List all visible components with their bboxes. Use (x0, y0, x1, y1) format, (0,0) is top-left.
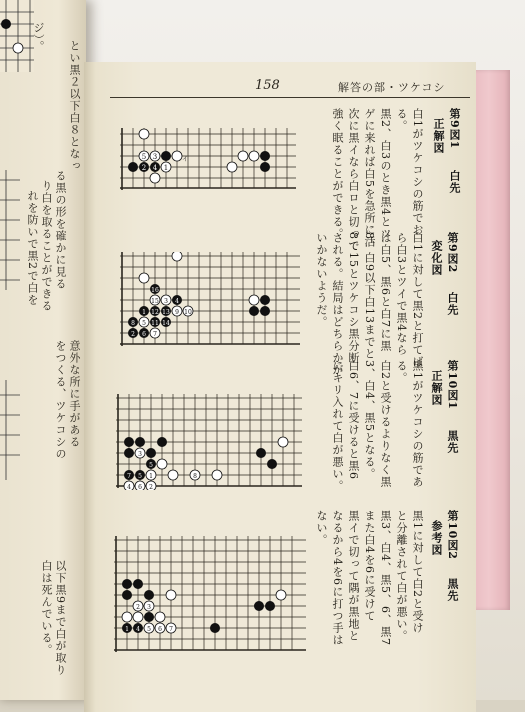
svg-text:5: 5 (138, 473, 142, 480)
svg-text:7: 7 (153, 331, 157, 338)
problem-9-1-text-3: 黒2、白3のとき黒4とツ (379, 108, 392, 240)
problem-10-1-text-5: 白6、7に受けると黒6 (347, 360, 360, 480)
problem-9-2-text-4: 8、白9以下白13までと (363, 232, 376, 360)
problem-9-1-text-1: 白1がツケコシの筋でお (411, 108, 424, 236)
problem-10-2-text-7: ない。 (315, 510, 328, 546)
left-page-text-7: れを防いで黒2で白を (26, 190, 39, 306)
svg-text:7: 7 (127, 473, 131, 480)
go-board-9-2 (120, 252, 300, 348)
problem-10-2-text-5: 黒イで切って隅が黒地と (347, 510, 360, 642)
problem-10-1-text-3: 白2と受けるよりなく黒 (379, 360, 392, 488)
go-board-10-2 (114, 536, 306, 656)
svg-text:3: 3 (164, 298, 168, 305)
problem-10-1-text-4: 3、白4、黒5となる。 (363, 360, 376, 480)
svg-text:1: 1 (142, 309, 146, 316)
svg-text:10: 10 (184, 309, 192, 316)
go-board-9-1 (120, 128, 296, 190)
svg-text:4: 4 (175, 298, 179, 305)
left-page (0, 0, 86, 700)
left-page-board-top (0, 0, 34, 76)
svg-text:6: 6 (158, 626, 162, 633)
svg-text:7: 7 (169, 626, 173, 633)
svg-text:2: 2 (136, 604, 140, 611)
svg-text:5: 5 (141, 153, 147, 161)
svg-text:12: 12 (151, 309, 159, 316)
problem-10-1-label: 正解図 (430, 370, 443, 406)
problem-9-2-text-7: いかないようだ。 (315, 232, 328, 328)
svg-text:15: 15 (151, 298, 159, 305)
problem-10-2-text-3: 黒3、白4、黒5、6、黒7 (379, 510, 392, 646)
problem-10-1-text-1: 黒1がツケコシの筋であ (411, 360, 424, 488)
problem-10-2-text-6: なるから4を6に打つ手は (331, 510, 344, 646)
svg-text:2: 2 (149, 484, 153, 490)
svg-text:11: 11 (151, 320, 159, 327)
problem-10-1-title: 第10図1 (446, 360, 459, 410)
left-page-text-9: 以下黒9まで白が取り (54, 560, 67, 676)
svg-text:3: 3 (152, 153, 158, 161)
problem-10-1-text-6: にキリ入れて白が悪い。 (331, 360, 344, 492)
problem-9-2-text-6: される。結局はどちらかが (331, 232, 344, 376)
left-page-text-8: 白は死んでいる。 (40, 560, 53, 656)
svg-text:1: 1 (125, 626, 129, 633)
problem-10-2-text-4: また白4を6に受けて (363, 510, 376, 622)
problem-10-2-text-1: 黒1に対して白2と受け (411, 510, 424, 634)
left-page-board-mid (0, 170, 20, 294)
svg-text:13: 13 (162, 309, 170, 316)
header-rule (110, 97, 470, 98)
problem-10-2-title: 第10図2 (446, 510, 459, 560)
svg-text:4: 4 (136, 626, 140, 633)
problem-9-1-text-2: る。 (395, 108, 408, 132)
problem-9-2-label: 変化図 (430, 240, 443, 276)
svg-text:5: 5 (147, 626, 151, 633)
svg-text:8: 8 (131, 320, 135, 327)
left-page-text-6: る黒の形を確かに見る (54, 170, 67, 290)
svg-text:イ: イ (182, 156, 189, 163)
go-board-10-1 (116, 394, 302, 490)
svg-text:2: 2 (131, 331, 135, 338)
problem-9-2-text-2: ら白3とツイで黒4なら (395, 232, 408, 356)
svg-text:6: 6 (138, 484, 142, 490)
problem-10-1-side: 黒先 (446, 430, 459, 454)
problem-9-1-side: 白先 (448, 170, 461, 194)
section-label: 解答の部・ツケコシ (338, 81, 446, 94)
left-page-board-low (0, 380, 20, 484)
problem-9-2-text-5: 8で15とツケコシ黒分断 (347, 232, 360, 364)
left-page-text-2: とい黒２以下白８となっ (68, 40, 81, 172)
problem-9-1-label: 正解図 (432, 118, 445, 154)
problem-9-2-text-3: は白5、黒6と白7に黒 (379, 232, 392, 352)
problem-9-1-text-5: 次に黒イなら白ロと切って (347, 108, 360, 252)
svg-text:14: 14 (162, 320, 170, 327)
problem-9-2-side: 白先 (446, 292, 459, 316)
svg-text:1: 1 (163, 164, 169, 172)
svg-text:9: 9 (175, 309, 179, 316)
problem-9-2-text-1: 白1に対して黒2と打てば (411, 232, 424, 368)
svg-text:1: 1 (149, 473, 153, 480)
svg-text:5: 5 (142, 320, 146, 327)
left-page-text-4: をつくる、ツケコシの (54, 340, 67, 460)
left-page-text-1: ジ）。 (32, 22, 45, 53)
problem-9-1-title: 第9図1 (448, 108, 461, 150)
page-header (110, 78, 470, 98)
svg-text:4: 4 (127, 484, 131, 490)
svg-text:16: 16 (151, 287, 159, 294)
problem-9-2-title: 第9図2 (446, 232, 459, 274)
svg-text:8: 8 (193, 473, 197, 480)
left-page-text-5: り白を取ることができる (40, 180, 53, 312)
problem-10-2-label: 参考図 (430, 520, 443, 556)
problem-9-1-text-6: 強く眠ることができる。 (331, 108, 344, 240)
svg-text:3: 3 (147, 604, 151, 611)
svg-text:4: 4 (152, 164, 158, 172)
svg-text:5: 5 (149, 462, 153, 469)
left-page-text-3: 意外な所に手がある (68, 340, 81, 448)
problem-9-1-text-4: ゲに来れば白5を急所に活 (363, 108, 376, 248)
page-number: 158 (255, 78, 280, 93)
svg-text:6: 6 (142, 331, 146, 338)
problem-10-2-text-2: と分離されて白が悪い。 (395, 510, 408, 642)
svg-text:2: 2 (141, 164, 147, 172)
svg-text:3: 3 (138, 451, 142, 458)
problem-10-2-side: 黒先 (446, 578, 459, 602)
problem-10-1-text-2: る。 (395, 360, 408, 384)
